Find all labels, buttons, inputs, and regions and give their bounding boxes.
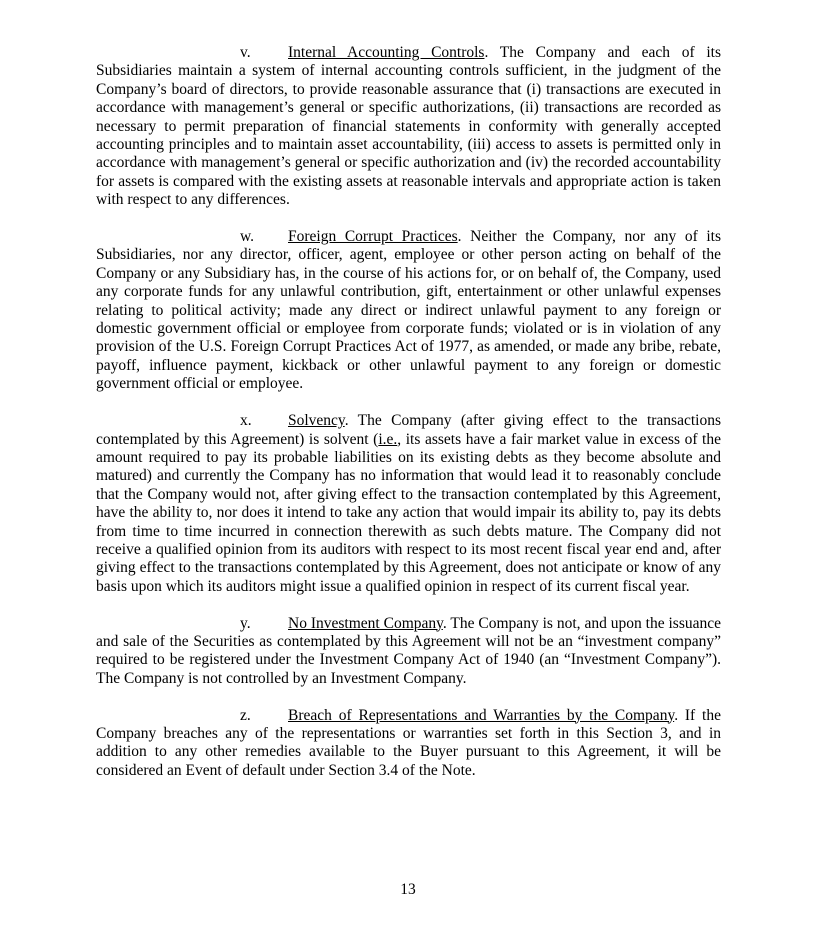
clause-internal-accounting-controls: [96, 44, 721, 210]
clause-number: x.: [240, 412, 252, 430]
clause-foreign-corrupt-practices: [96, 228, 721, 394]
clause-heading: Solvency: [288, 412, 345, 430]
clause-text: . Neither the Company, nor any of its Subsidiaries, nor any director, officer, agent, employee or other person acting on behalf of the Company or any Subsidiary has, in the course of his actions for, or on behalf of, the Company, used any corporate funds for any unlawful contribution, gift, entertainment or other unlawful expenses relating to political activity; made any direct or indirect unlawful payment to any foreign or domestic government official or employee from corporate funds; violated or is in violation of any provision of the U.S. Foreign Corrupt Practices Act of 1977, as amended, or made any bribe, rebate, payoff, influence payment, kickback or other unlawful payment to any foreign or domestic government official or employee.: [96, 228, 721, 393]
clause-number: z.: [240, 706, 251, 724]
clause-no-investment-company: [96, 615, 721, 689]
clause-heading: Foreign Corrupt Practices: [288, 228, 458, 246]
clause-text-before: . The Company (after giving effect to the transactions contemplated by this Agreement) is solvent (: [96, 412, 721, 448]
clause-heading: No Investment Company: [288, 614, 443, 632]
clause-text: . The Company is not, and upon the issuance and sale of the Securities as contemplated by this Agreement will not be an “investment company” required to be registered under the Investment Company Act of 1940 (an “Investment Company”). The Company is not controlled by an Investment Company.: [96, 614, 721, 687]
clause-breach-of-representations: [96, 707, 721, 781]
clause-underlined-term: i.e.: [378, 430, 398, 448]
clause-solvency: [96, 412, 721, 596]
document-body: [96, 44, 721, 780]
page-number: 13: [400, 881, 416, 898]
clause-number: v.: [240, 44, 251, 61]
clause-text: . If the Company breaches any of the representations or warranties set forth in this Section 3, and in addition to any other remedies available to the Buyer pursuant to this Agreement, it will be considered an Event of default under Section 3.4 of the Note.: [96, 706, 721, 779]
clause-heading: Internal Accounting Controls: [288, 44, 485, 61]
clause-heading: Breach of Representations and Warranties by the Company: [288, 706, 675, 724]
clause-number: y.: [240, 614, 251, 632]
clause-number: w.: [240, 228, 255, 246]
clause-text: , its assets have a fair market value in excess of the amount required to pay its probable liabilities on its existing debts as they become absolute and matured) and currently the Company has no information that would lead it to reasonably conclude that the Company would not, after giving effect to the transaction contemplated by this Agreement, have the ability to, nor does it intend to take any action that would impair its ability to, pay its debts from time to time incurred in connection therewith as such debts mature. The Company did not receive a qualified opinion from its auditors with respect to its most recent fiscal year end and, after giving effect to the transactions contemplated by this Agreement, does not anticipate or know of any basis upon which its auditors might issue a qualified opinion in respect of its current fiscal year.: [96, 430, 721, 595]
clause-text: . The Company and each of its Subsidiaries maintain a system of internal accounting controls sufficient, in the judgment of the Company’s board of directors, to provide reasonable assurance that (i) transactions are executed in accordance with management’s general or specific authorizations, (ii) transactions are recorded as necessary to permit preparation of financial statements in conformity with generally accepted accounting principles and to maintain asset accountability, (iii) access to assets is permitted only in accordance with management’s general or specific authorization and (iv) the recorded accountability for assets is compared with the existing assets at reasonable intervals and appropriate action is taken with respect to any differences.: [96, 44, 721, 209]
